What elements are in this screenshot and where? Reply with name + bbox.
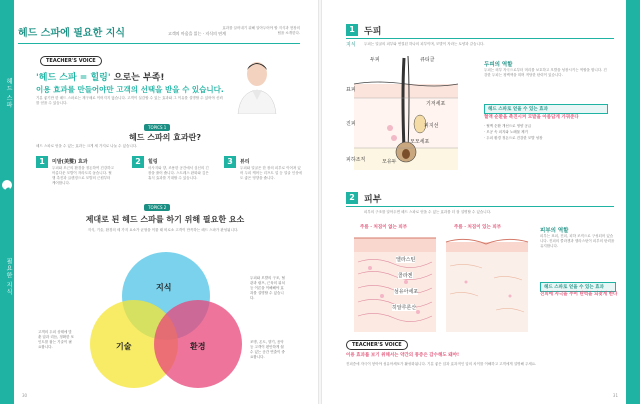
skin-label-elastin: 엘라스틴 — [396, 257, 416, 263]
venn-heading: 제대로 된 헤드 스파를 하기 위해 필요한 요소 — [85, 215, 245, 224]
side-tab-mid-text: 필요한 지식 — [5, 258, 12, 296]
lead-subline: 이용 효과를 만들어야만 고객의 선택을 받을 수 있습니다. — [36, 85, 224, 94]
page-title: 헤드 스파에 필요한 지식 — [18, 28, 126, 39]
lead-highlight: '헤드 스파 = 힐링' — [36, 73, 111, 83]
scalp-effect-headline: 혈액 순환을 촉진시켜 모발을 아름답게 가꿔준다 — [484, 115, 579, 120]
effect-text: 두피와 모근의 환경을 정돈하여 건강하고 아름다운 모발이 자라도록 돕습니다. 혈행 촉진과 클렌징으로 모발의 근원부터 케어합니다. — [52, 166, 114, 185]
effect-title: 힐링 — [148, 159, 158, 165]
scalp-label-papilla: 모유두 — [382, 159, 397, 165]
skin-diagram — [346, 232, 534, 332]
venn-label-environment: 환경 — [190, 342, 206, 351]
scalp-effect-box: 헤드 스파로 얻을 수 있는 효과 — [484, 104, 608, 114]
effects-heading: 헤드 스파의 효과란? — [128, 133, 202, 142]
skin-effect-box: 헤드 스파로 얻을 수 있는 효과 — [540, 282, 616, 292]
teacher-voice-tag: TEACHER'S VOICE — [346, 340, 408, 350]
right-side-tab — [626, 0, 640, 404]
lead-rest: 으로는 부족! — [110, 73, 165, 83]
scalp-bullet: · 모공 속 피지와 노폐물 제거 — [484, 130, 528, 134]
right-page-number: 31 — [612, 393, 618, 398]
teacher-voice-body: 진피층에 자극이 닿아야 섬유아세포가 활성화됩니다. 기분 좋은 압과 효과적인 압의 차이를 이해하고 고객에게 설명해 주세요. — [346, 362, 537, 366]
skin-label-collagen: 콜라겐 — [398, 273, 413, 279]
effect-title: 뷰티 — [240, 159, 250, 165]
topic-1-badge: TOPICS 1 — [144, 124, 170, 131]
venn-note-skill: 고객의 두피 상태에 맞춘 압과 리듬, 정확한 포인트를 잡는 기술이 필요합니다. — [38, 330, 74, 349]
skin-role-title: 피부의 역할 — [540, 228, 569, 234]
topic-2-badge: TOPICS 2 — [144, 204, 170, 211]
scalp-label-fat: 피하조직 — [346, 157, 366, 163]
left-side-tab — [0, 0, 14, 404]
scalp-label-hair: 두피 — [370, 57, 380, 63]
section-1-sub: 지식 — [346, 42, 356, 48]
section-1-rule — [346, 38, 614, 39]
effects-intro: 헤드 스파로 얻을 수 있는 효과는 크게 세 가지로 나눌 수 있습니다. — [36, 144, 138, 148]
skin-role-text: 피부는 표피, 진피, 피하 조직으로 구성되어 있습니다. 진피의 콜라겐과 엘라스틴이 피부의 탄력을 유지합니다. — [540, 234, 615, 248]
scalp-role-title: 두피의 역할 — [484, 62, 513, 68]
venn-note-knowledge: 두피와 모발의 구조, 혈관과 림프, 근육의 위치 등 이론을 이해해야 효과를 설명할 수 있습니다. — [250, 276, 285, 300]
scalp-bullet: · 혈액 순환 개선으로 영양 공급 — [484, 124, 532, 128]
teacher-voice-tag: TEACHER'S VOICE — [40, 56, 102, 66]
scalp-label-sebaceous: 피지선 — [424, 123, 439, 129]
skin-effect-headline: 진피에 자극을 주어 탄력을 되찾게 한다 — [540, 292, 618, 297]
scalp-role-text: 두피는 외부 자극으로부터 머리를 보호하고 모발을 성장시키는 역할을 합니다. 건강한 두피는 청백색을 띠며 적당한 탄력이 있습니다. — [484, 68, 607, 77]
left-page-number: 30 — [22, 393, 28, 398]
scalp-bullet: · 두피 환경 정돈으로 건강한 모발 성장 — [484, 136, 543, 140]
effect-number: 3 — [224, 156, 236, 168]
skin-young-label: 주름 · 처짐이 없는 피부 — [360, 225, 408, 230]
venn-label-skill: 기술 — [116, 342, 132, 351]
book-gutter — [318, 0, 322, 404]
section-1-intro: 두피는 얼굴의 피부와 연결된 하나의 피부이며, 모발이 자라는 토양과 같습니다. — [364, 42, 485, 46]
skin-label-fibroblast: 섬유아세포 — [394, 289, 419, 295]
teacher-voice-headline: 이용 효과를 보기 위해서는 약간의 통증은 감수해도 돼야! — [346, 353, 459, 358]
lead-body: 기분 좋기만 한 헤드 스파로는 재구매로 이어지지 않습니다. 고객이 실감할 수 있는 효과와 그 이유를 설명할 수 있어야 신뢰를 얻을 수 있습니다. — [36, 96, 223, 105]
teacher-portrait — [232, 56, 282, 114]
effect-title: 미발(美髮) 효과 — [52, 159, 88, 165]
scalp-label-cuticle: 큐티클 — [420, 57, 435, 63]
venn-diagram — [76, 244, 256, 394]
effect-text: 마사지와 향, 조용한 공간에서 심신의 긴장을 풀어 줍니다. 스트레스 완화와 깊은 휴식 효과를 기대할 수 있습니다. — [148, 166, 209, 180]
section-1-title: 두피 — [364, 27, 382, 37]
skin-old-label: 주름 · 처짐이 있는 피부 — [454, 225, 502, 230]
left-header — [18, 24, 300, 44]
scalp-label-basal: 기저세포 — [426, 101, 446, 107]
section-1-number: 1 — [346, 24, 358, 36]
effect-number: 2 — [132, 156, 144, 168]
section-2-intro: 피부의 구조를 알아두면 헤드 스파로 얻을 수 있는 효과를 더 잘 설명할 수 있습니다. — [364, 210, 492, 214]
venn-label-knowledge: 지식 — [156, 283, 172, 292]
lead-headline — [36, 70, 164, 83]
scalp-label-dermis: 진피 — [346, 121, 356, 127]
side-tab-top-text: 헤드 스파 — [5, 78, 12, 109]
section-2-rule — [346, 206, 614, 207]
venn-note-environment: 조명, 온도, 향기, 음악 등 고객이 편안하게 쉴 수 있는 공간 연출이 중요합니다. — [250, 340, 285, 359]
scalp-label-matrix: 모모세포 — [410, 139, 430, 145]
scalp-label-epidermis: 표피 — [346, 87, 356, 93]
section-2-title: 피부 — [364, 195, 382, 205]
tab-leaf-icon — [2, 180, 12, 190]
effect-number: 1 — [36, 156, 48, 168]
skin-label-hyaluronic: 히알루론산 — [392, 305, 417, 311]
effect-text: 두피와 얼굴은 한 장의 피부로 이어져 있어 두피 케어는 리프트 업 등 얼굴 인상에도 좋은 영향을 줍니다. — [240, 166, 302, 180]
header-note: 효과를 끌어내기 위해 알아두어야 할 지식과 현장의 팁을 소개한다. — [222, 26, 300, 35]
page-subtitle: 고객의 마음을 읽는 · 지식의 연계 — [168, 31, 226, 36]
venn-intro: 지식, 기술, 환경의 세 가지 요소가 균형을 이룰 때 비로소 고객이 만족하는 헤드 스파가 완성됩니다. — [87, 228, 239, 232]
section-2-number: 2 — [346, 192, 358, 204]
